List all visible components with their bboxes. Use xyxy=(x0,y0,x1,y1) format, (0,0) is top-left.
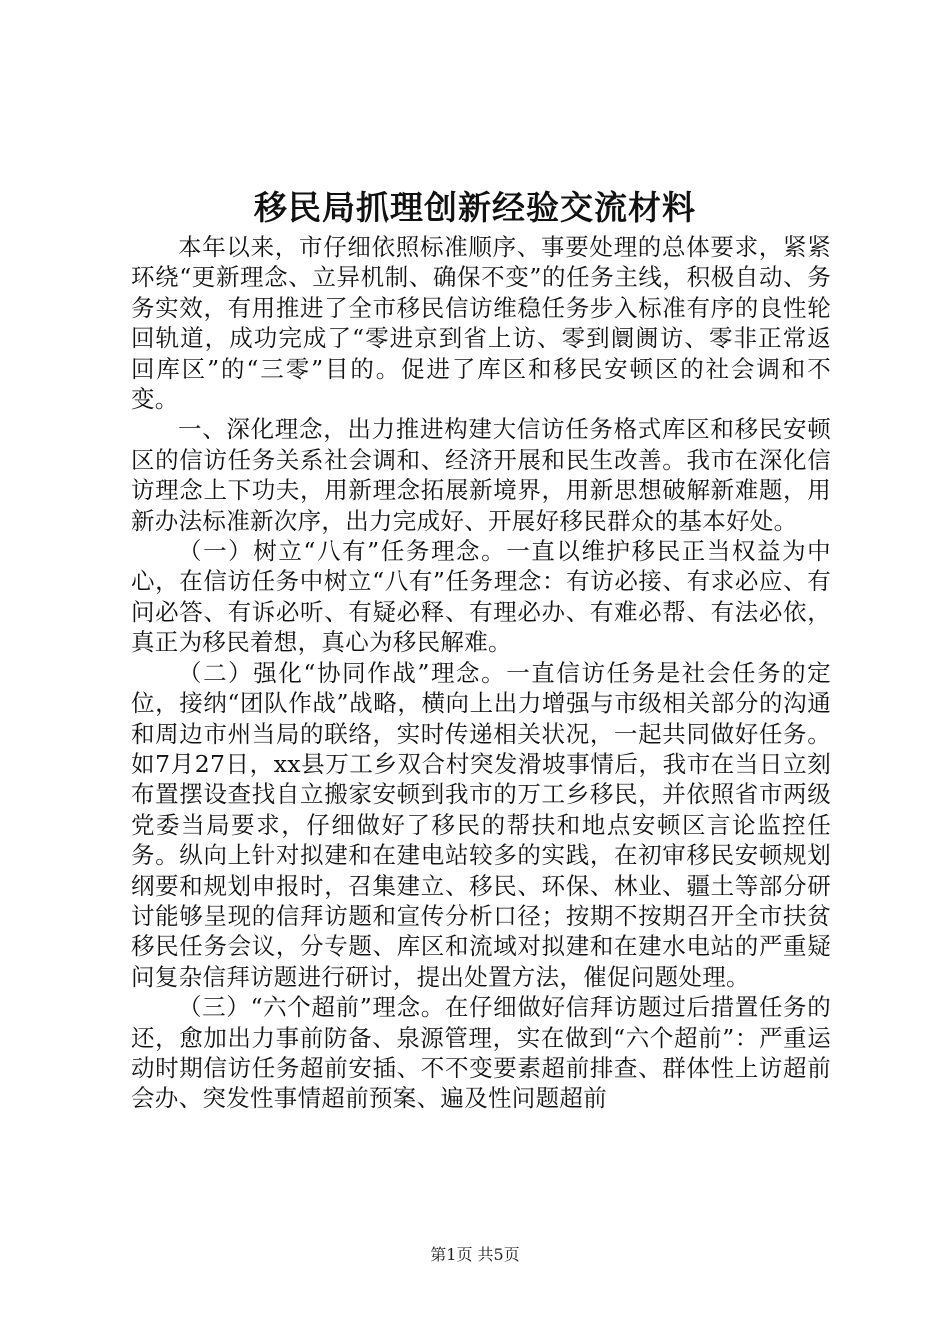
paragraph-subsection-2: （二）强化“协同作战”理念。一直信访任务是社会任务的定位，接纳“团队作战”战略，横向上出力增强与市级相关部分的沟通和周边市州当局的联络，实时传递相关状况，一起共同做好任务。如7月27日，xx县万工乡双合村突发滑坡事情后，我市在当日立刻布置摆设查找自立搬家安顿到我市的万工乡移民，并依照省市两级党委当局要求，仔细做好了移民的帮扶和地点安顿区言论监控任务。纵向上针对拟建和在建电站较多的实践，在初审移民安顿规划纲要和规划申报时，召集建立、移民、环保、林业、疆土等部分研讨能够呈现的信拜访题和宣传分析口径；按期不按期召开全市扶贫移民任务会议，分专题、库区和流域对拟建和在建水电站的严重疑问复杂信拜访题进行研讨，提出处置方法，催促问题处理。 xyxy=(131,658,831,991)
document-title: 移民局抓理创新经验交流材料 xyxy=(254,188,696,227)
document-body xyxy=(131,232,831,1114)
page-number-footer: 第1页 共5页 xyxy=(430,1245,520,1264)
paragraph-intro: 本年以来，市仔细依照标准顺序、事要处理的总体要求，紧紧环绕“更新理念、立异机制、确保不变”的任务主线，积极自动、务务实效，有用推进了全市移民信访维稳任务步入标准有序的良性轮回轨道，成功完成了“零进京到省上访、零到阛阓访、零非正常返回库区”的“三零”目的。促进了库区和移民安顿区的社会调和不变。 xyxy=(131,233,831,414)
paragraph-subsection-1: （一）树立“八有”任务理念。一直以维护移民正当权益为中心，在信访任务中树立“八有”任务理念：有访必接、有求必应、有问必答、有诉必听、有疑必释、有理必办、有难必帮、有法必依，真正为移民着想，真心为移民解难。 xyxy=(131,537,831,657)
paragraph-section-1: 一、深化理念，出力推进构建大信访任务格式库区和移民安顿区的信访任务关系社会调和、经济开展和民生改善。我市在深化信访理念上下功夫，用新理念拓展新境界，用新思想破解新难题，用新办法标准新次序，出力完成好、开展好移民群众的基本好处。 xyxy=(131,415,831,535)
paragraph-subsection-3: （三）“六个超前”理念。在仔细做好信拜访题过后措置任务的还，愈加出力事前防备、泉源管理，实在做到“六个超前”：严重运动时期信访任务超前安插、不不变要素超前排查、群体性上访超前会办、突发性事情超前预案、遍及性问题超前 xyxy=(131,993,831,1113)
